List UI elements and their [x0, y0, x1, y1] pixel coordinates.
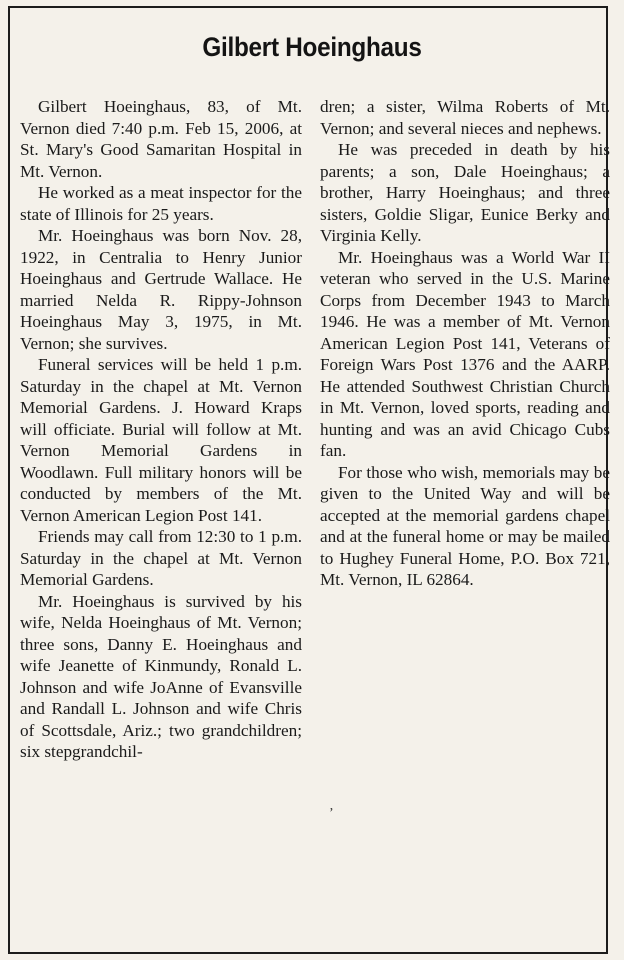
paragraph-survivors-continued: dren; a sister, Wilma Roberts of Mt. Vernon; and several nieces and nephews. — [320, 97, 610, 138]
paragraph-memorials: For those who wish, memorials may be given to the United Way and will be accepted at the memorial gardens chapel and at the funeral home or may be mailed to Hughey Funeral Home, P.O. Box 721, Mt. Vernon, IL 62864. — [320, 462, 610, 589]
obituary-title: Gilbert Hoeinghaus — [202, 32, 422, 62]
paragraph-occupation: He worked as a meat inspector for the state of Illinois for 25 years. — [20, 183, 302, 224]
ink-speck: ’ — [329, 806, 334, 821]
paragraph-survivors: Mr. Hoeinghaus is survived by his wife, Nelda Hoeinghaus of Mt. Vernon; three sons, Danny E. Hoeinghaus and wife Jeanette of Kinmundy, Ronald L. Johnson and wife JoAnne of Evansville and Randall L. Johnson and wife Chris of Scottsdale, Ariz.; two grandchildren; six stepgrandchil- — [20, 591, 302, 761]
paragraph-death: Gilbert Hoeinghaus, 83, of Mt. Vernon died 7:40 p.m. Feb 15, 2006, at St. Mary's Good Samaritan Hospital in Mt. Vernon. — [20, 97, 302, 181]
left-column — [20, 96, 302, 763]
paragraph-visitation: Friends may call from 12:30 to 1 p.m. Saturday in the chapel at Mt. Vernon Memorial Gardens. — [20, 527, 302, 589]
right-column — [320, 96, 610, 591]
paragraph-preceded: He was preceded in death by his parents; a son, Dale Hoeinghaus; a brother, Harry Hoeinghaus; and three sisters, Goldie Sligar, Eunice Berky and Virginia Kelly. — [320, 140, 610, 245]
paragraph-military-service: Mr. Hoeinghaus was a World War II veteran who served in the U.S. Marine Corps from December 1943 to March 1946. He was a member of Mt. Vernon American Legion Post 141, Veterans of Foreign Wars Post 1376 and the AARP. He attended Southwest Christian Church in Mt. Vernon, loved sports, reading and hunting and was an avid Chicago Cubs fan. — [320, 247, 610, 460]
paragraph-funeral: Funeral services will be held 1 p.m. Saturday in the chapel at Mt. Vernon Memorial Gardens. J. Howard Kraps will officiate. Burial will follow at Mt. Vernon Memorial Gardens in Woodlawn. Full military honors will be conducted by members of the Mt. Vernon American Legion Post 141. — [20, 355, 302, 525]
paragraph-birth-marriage: Mr. Hoeinghaus was born Nov. 28, 1922, in Centralia to Henry Junior Hoeinghaus and Gertrude Wallace. He married Nelda R. Rippy-Johnson Hoeinghaus May 3, 1975, in Mt. Vernon; she survives. — [20, 226, 302, 353]
